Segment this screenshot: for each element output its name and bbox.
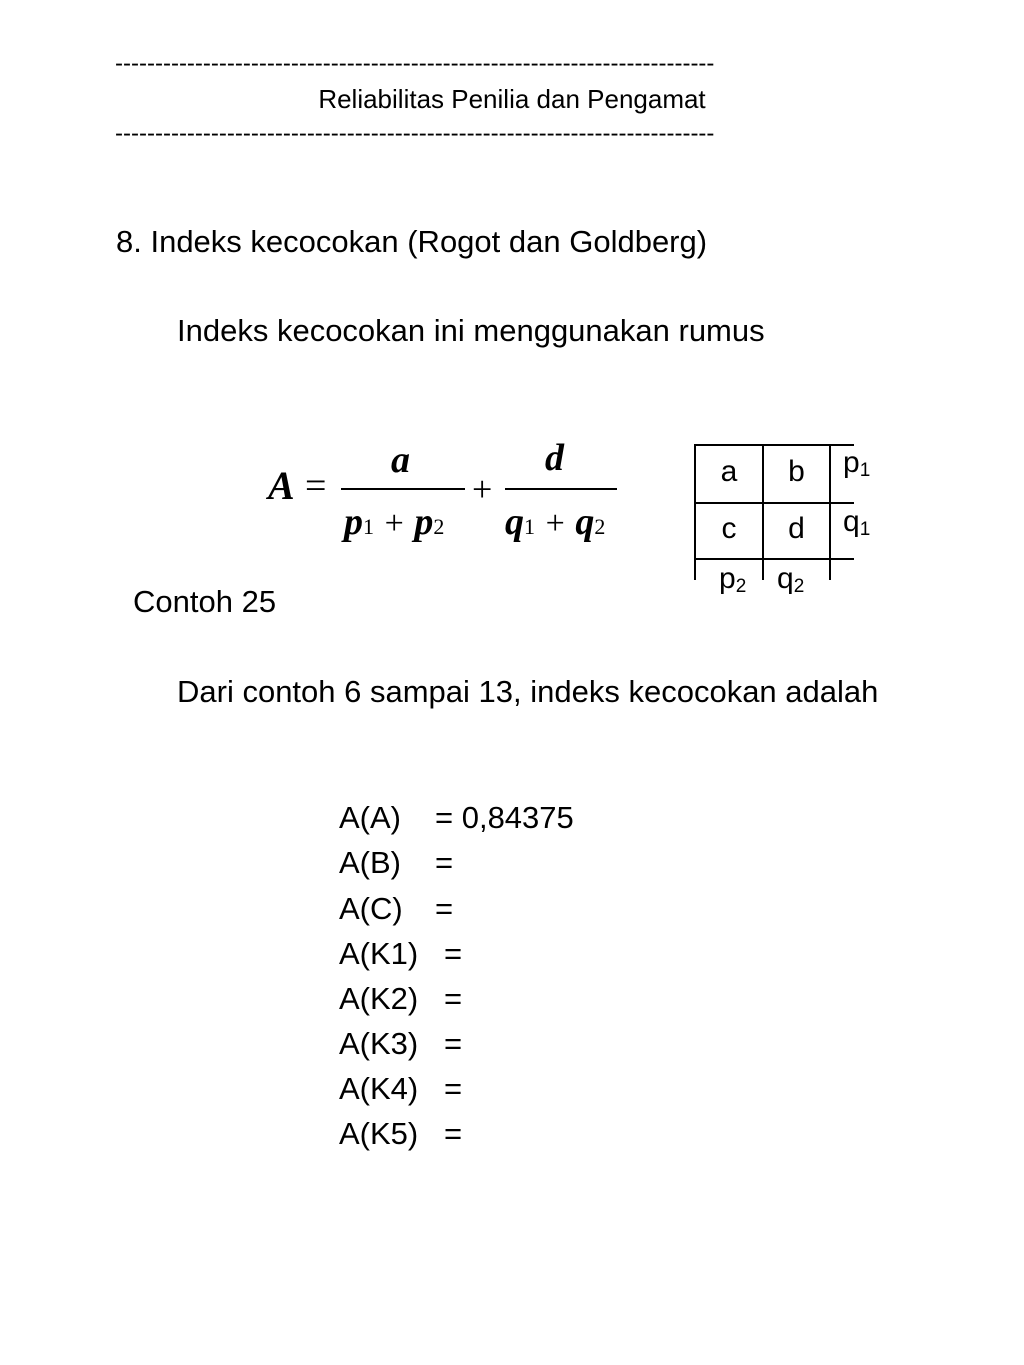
table-cell-c: c xyxy=(721,512,737,545)
formula-numerator-a: a xyxy=(391,439,410,481)
formula-plus: + xyxy=(472,469,493,509)
fraction-bar-2 xyxy=(505,488,617,490)
result-row: A(K3) = xyxy=(339,1026,463,1061)
row-margin-q1: $q_1$ xyxy=(843,505,871,540)
col-margin-q2: $q_2$ xyxy=(777,562,805,597)
formula-numerator-d: d xyxy=(545,437,564,479)
result-row: A(B) = xyxy=(339,845,454,880)
formula-equals: = xyxy=(305,465,327,507)
formula-denominator-2: q1 + q2 xyxy=(505,501,606,543)
table-cell-b: b xyxy=(788,455,805,488)
section-title: 8. Indeks kecocokan (Rogot dan Goldberg) xyxy=(116,224,708,259)
fraction-bar-1 xyxy=(341,488,465,490)
formula-lhs: A xyxy=(268,463,295,508)
col-margin-p2: $p_2$ xyxy=(719,562,747,597)
header-bottom-rule: --------------------------------------------------------------------------- xyxy=(115,120,715,147)
result-row: A(A) = 0,84375 xyxy=(339,800,574,835)
result-row: A(K2) = xyxy=(339,981,463,1016)
header-top-rule: --------------------------------------------------------------------------- xyxy=(115,50,715,77)
table-cell-d: d xyxy=(788,512,805,545)
example-paragraph: Dari contoh 6 sampai 13, indeks kecocokan adalah xyxy=(177,674,879,709)
table-cell-a: a xyxy=(720,455,738,488)
header-title: Reliabilitas Penilia dan Pengamat xyxy=(318,84,706,114)
result-row: A(K4) = xyxy=(339,1071,463,1106)
result-row: A(K1) = xyxy=(339,936,463,971)
formula-denominator-1: p1 + p2 xyxy=(344,501,445,543)
section-intro: Indeks kecocokan ini menggunakan rumus xyxy=(177,313,765,348)
table-right-line xyxy=(829,444,831,580)
example-title: Contoh 25 xyxy=(133,584,277,619)
result-row: A(C) = xyxy=(339,891,454,926)
row-margin-p1: $p_1$ xyxy=(843,446,871,481)
result-row: A(K5) = xyxy=(339,1116,463,1151)
